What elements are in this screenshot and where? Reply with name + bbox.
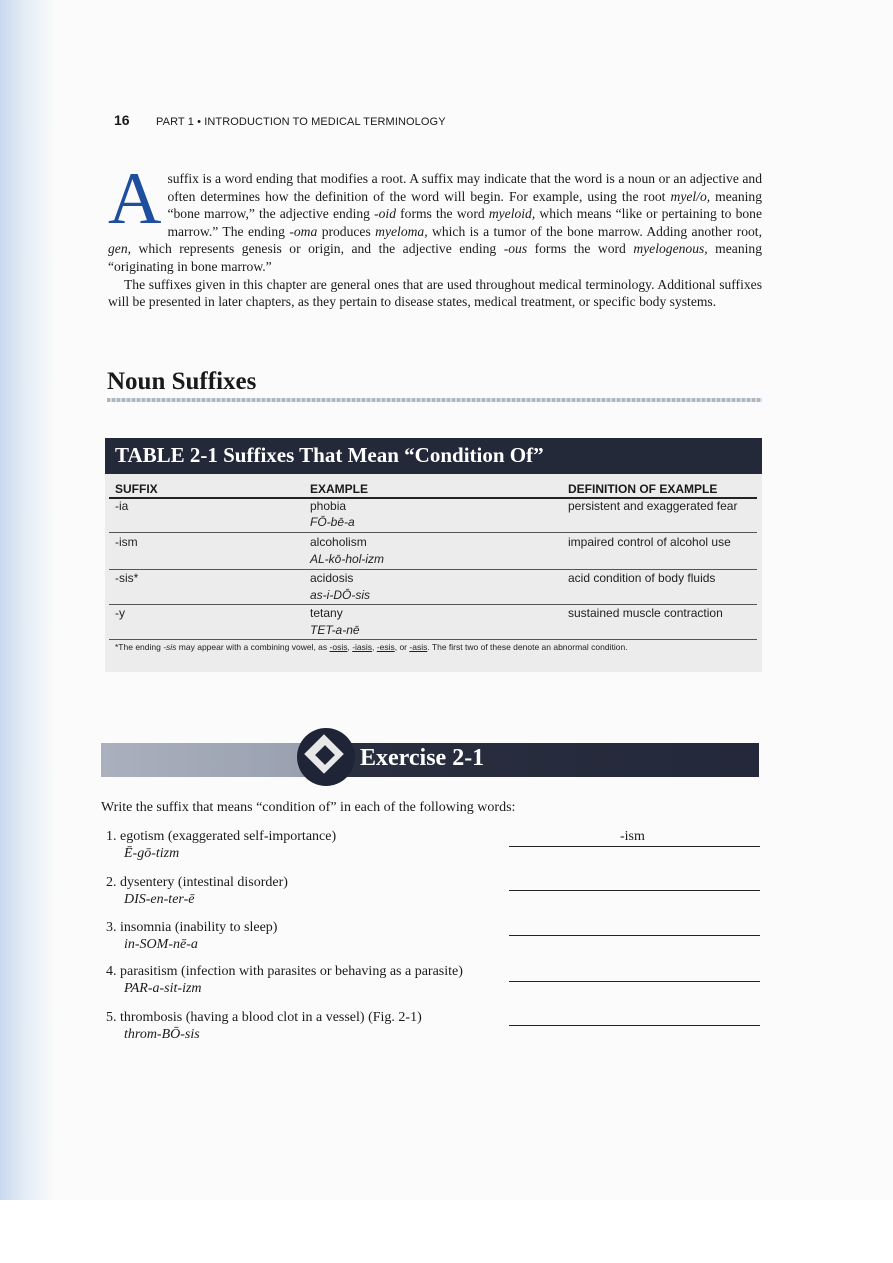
answer-value: -ism: [620, 829, 645, 844]
footnote-separator: , or: [394, 642, 410, 652]
row-suffix: -sis*: [115, 571, 139, 585]
row-rule: [109, 569, 757, 570]
intro-text-run: which represents genesis or origin, and the adjective ending: [131, 241, 504, 257]
footnote-separator: ,: [372, 642, 377, 652]
suffix-table: [105, 438, 762, 672]
row-example: alcoholism: [310, 535, 367, 549]
table-title-bar: [105, 438, 762, 474]
intro-text-run: suffix is a word ending that modifies a root. A suffix may indicate that the word is a noun or an adjective and often determines how the definition of the word will begin. For example, using the root: [167, 171, 762, 204]
row-suffix: -y: [115, 606, 125, 620]
item-pronunciation: in-SOM-nē-a: [124, 937, 198, 952]
item-number: 4.: [106, 964, 117, 979]
footnote-form: -osis: [329, 642, 348, 652]
intro-text-run: produces: [317, 223, 376, 239]
item-text: dysentery (intestinal disorder): [120, 875, 288, 890]
row-rule: [109, 639, 757, 640]
intro-paragraph-1: [108, 158, 763, 276]
row-pronunciation: FŌ-bē-a: [310, 515, 355, 529]
item-pronunciation: PAR-a-sit-izm: [124, 981, 202, 996]
intro-term: myeloid,: [488, 206, 536, 222]
row-example: tetany: [310, 606, 343, 620]
intro-term: -ous: [503, 241, 528, 257]
row-example: acidosis: [310, 571, 354, 585]
row-rule: [109, 604, 757, 605]
footnote-form: -esis: [376, 642, 395, 652]
answer-blank[interactable]: [509, 981, 760, 982]
row-pronunciation: TET-a-nē: [310, 623, 360, 637]
item-pronunciation: throm-BŌ-sis: [124, 1027, 200, 1042]
item-text: thrombosis (having a blood clot in a vessel) (Fig. 2-1): [120, 1010, 422, 1025]
item-text: egotism (exaggerated self-importance): [120, 829, 337, 844]
page-number: 16: [114, 112, 130, 128]
table-footnote: [115, 642, 628, 652]
footnote-form: -iasis: [352, 642, 373, 652]
answer-blank[interactable]: [509, 1025, 760, 1026]
footnote-ending: -sis: [163, 642, 177, 652]
running-head: [114, 112, 446, 130]
intro-term: myel/o,: [670, 188, 711, 204]
row-suffix: -ism: [115, 535, 138, 549]
intro-text-run: forms the word: [527, 241, 634, 257]
exercise-item: [106, 829, 336, 862]
exercise-item: [106, 964, 463, 997]
row-suffix: -ia: [115, 499, 129, 513]
item-pronunciation: DIS-en-ter-ē: [124, 892, 195, 907]
row-definition: acid condition of body fluids: [568, 571, 716, 585]
intro-term: myelogenous,: [633, 241, 708, 257]
exercise-instructions: Write the suffix that means “condition of” in each of the following words:: [101, 800, 516, 815]
intro-paragraph-2: The suffixes given in this chapter are general ones that are used throughout medical terminology. Additional suffixes will be presented in later chapters, as they pertain to disease states, medical treatment, or specific body systems.: [108, 276, 762, 310]
item-number: 1.: [106, 829, 117, 844]
column-header-suffix: SUFFIX: [115, 482, 158, 496]
item-text: insomnia (inability to sleep): [120, 920, 278, 935]
column-header-definition: DEFINITION OF EXAMPLE: [568, 482, 718, 496]
intro-text-run: meaning “bone marrow,” the adjective ending: [167, 188, 762, 222]
row-example: phobia: [310, 499, 347, 513]
row-rule: [109, 532, 757, 533]
intro-text-run: forms the word: [396, 206, 489, 222]
scan-bottom-margin: [0, 1200, 893, 1263]
answer-blank[interactable]: [509, 846, 760, 847]
answer-blank[interactable]: [509, 935, 760, 936]
item-pronunciation: Ē-gō-tizm: [124, 846, 180, 861]
scan-edge-shadow: [0, 0, 55, 1200]
intro-term: myeloma,: [375, 223, 428, 239]
column-header-example: EXAMPLE: [310, 482, 369, 496]
row-definition: persistent and exaggerated fear: [568, 499, 738, 513]
footnote-text: may appear with a combining vowel, as: [176, 642, 330, 652]
footnote-text: *The ending: [115, 642, 164, 652]
intro-text: [108, 158, 763, 311]
row-pronunciation: AL-kō-hol-izm: [310, 552, 385, 566]
answer-blank[interactable]: [509, 890, 760, 891]
exercise-item: [106, 875, 288, 908]
row-definition: impaired control of alcohol use: [568, 535, 731, 549]
item-number: 2.: [106, 875, 117, 890]
item-number: 5.: [106, 1010, 117, 1025]
intro-text-run: meaning “originating in bone marrow.”: [108, 241, 762, 274]
footnote-text: . The first two of these denote an abnormal condition.: [427, 642, 628, 652]
footnote-separator: ,: [347, 642, 353, 652]
section-rule: [107, 398, 762, 402]
intro-term: -oid: [374, 206, 396, 222]
exercise-item: [106, 1010, 422, 1043]
intro-text-run: which is a tumor of the bone marrow. Adding another root,: [427, 223, 762, 239]
row-definition: sustained muscle contraction: [568, 606, 723, 620]
item-text: parasitism (infection with parasites or behaving as a parasite): [120, 964, 463, 979]
exercise-title: Exercise 2-1: [360, 745, 485, 771]
intro-term: -oma: [289, 223, 318, 239]
drop-cap: A: [108, 158, 162, 240]
intro-text-run: which means “like or pertaining to bone marrow.” The ending: [167, 206, 763, 239]
part-title: PART 1 • INTRODUCTION TO MEDICAL TERMINOLOGY: [156, 116, 446, 128]
exercise-item: [106, 920, 277, 953]
row-pronunciation: as-i-DŌ-sis: [310, 588, 370, 602]
table-title: TABLE 2-1 Suffixes That Mean “Condition Of”: [115, 443, 544, 467]
item-number: 3.: [106, 920, 117, 935]
section-title: Noun Suffixes: [107, 368, 257, 395]
footnote-form: -asis: [409, 642, 428, 652]
intro-term: gen,: [108, 241, 132, 257]
